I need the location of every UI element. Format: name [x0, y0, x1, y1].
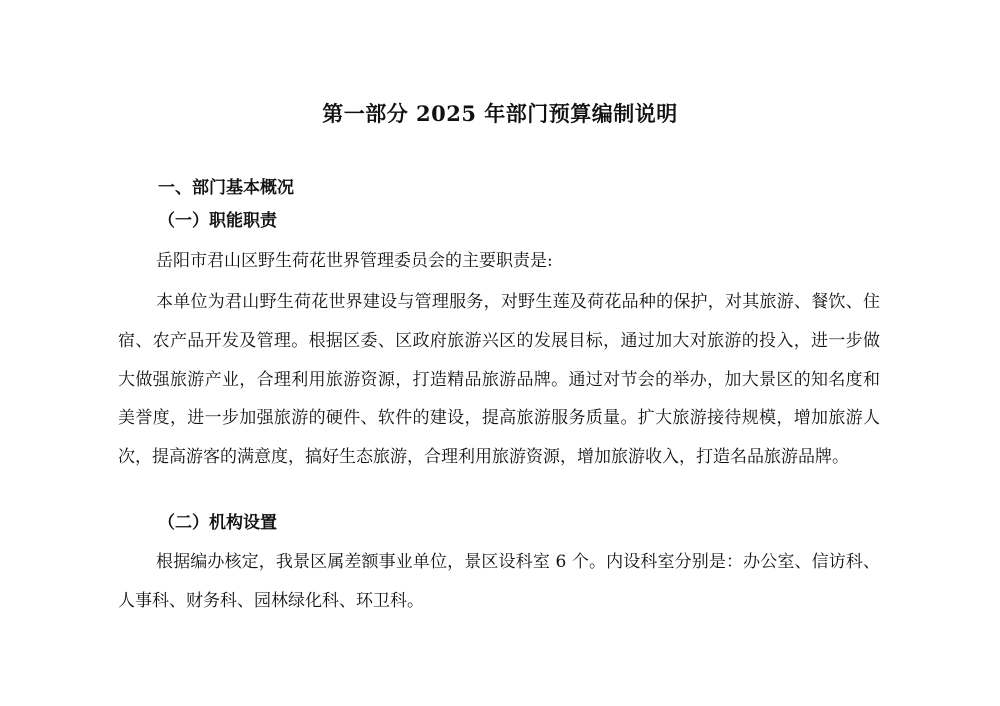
paragraph-intro: 岳阳市君山区野生荷花世界管理委员会的主要职责是: [156, 251, 553, 271]
paragraph-structure: 根据编办核定，我景区属差额事业单位，景区设科室 6 个。内设科室分别是：办公室、信访科、人事科、财务科、园林绿化科、环卫科。 [118, 552, 880, 611]
paragraph-duties: 本单位为君山野生荷花世界建设与管理服务，对野生莲及荷花品种的保护，对其旅游、餐饮、住宿、农产品开发及管理。根据区委、区政府旅游兴区的发展目标，通过加大对旅游的投入，进一步做大做强旅游产业，合理利用旅游资源，打造精品旅游品牌。通过对节会的举办，加大景区的知名度和美誉度，进一步加强旅游的硬件、软件的建设，提高旅游服务质量。扩大旅游接待规模，增加旅游人次，提高游客的满意度，搞好生态旅游，合理利用旅游资源，增加旅游收入，打造名品旅游品牌。 [118, 292, 880, 468]
subsection-heading-duties: （一）职能职责 [158, 211, 277, 231]
document-title: 第一部分 2025 年部门预算编制说明 [322, 101, 678, 126]
subsection-heading-structure: （二）机构设置 [158, 513, 277, 533]
section-heading-overview: 一、部门基本概况 [158, 178, 294, 198]
